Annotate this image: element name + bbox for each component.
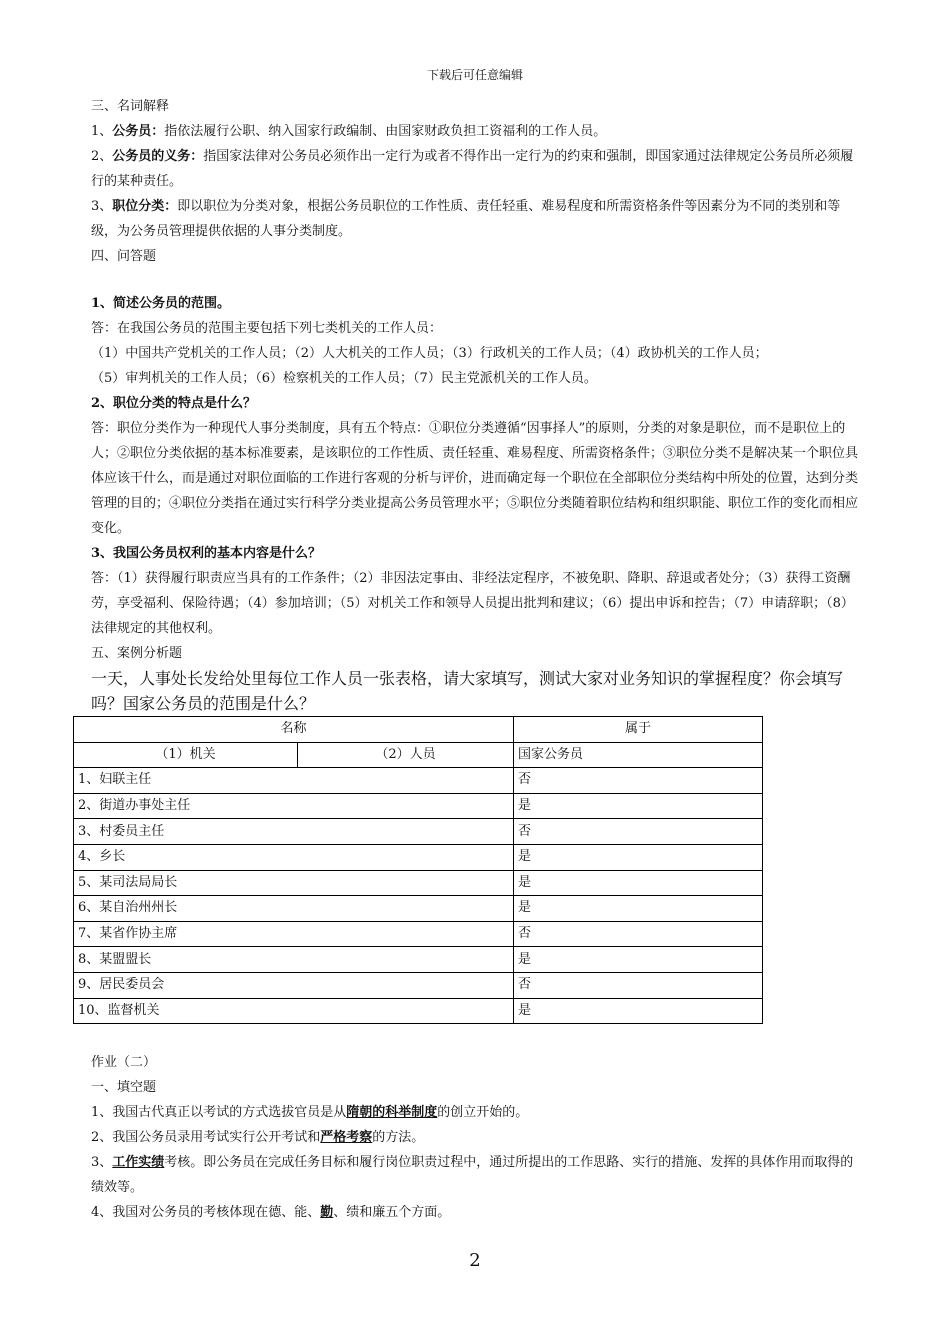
row-name: 4、乡长 [74,844,514,870]
question: 1、简述公务员的范围。 [91,296,231,311]
fill-item: 3、工作实绩考核。即公务员在完成任务目标和履行岗位职责过程中，通过所提出的工作思路、实行的措施、发挥的具体作用而取得的绩效等。 [91,1155,854,1195]
fill-answer: 勤 [320,1205,334,1220]
table-row [74,844,763,870]
row-value: 是 [514,793,763,819]
header-belong: 属于 [514,717,763,743]
row-name: 10、监督机关 [74,998,514,1024]
table-header-row [74,717,763,743]
section-title: 五、案例分析题 [91,646,183,661]
row-name: 5、某司法局局长 [74,870,514,896]
fill-answer: 严格考察 [320,1130,373,1145]
row-name: 6、某自治州州长 [74,896,514,922]
answer-line: （1）中国共产党机关的工作人员；（2）人大机关的工作人员；（3）行政机关的工作人员；（4）政协机关的工作人员； [91,346,768,361]
answer: 答：（1）获得履行职责应当具有的工作条件；（2）非因法定事由、非经法定程序，不被免职、降职、辞退或者处分；（3）获得工资酬劳，享受福利、保险待遇；（4）参加培训；（5）对机关工作和领导人员提出批判和建议；（6）提出申诉和控告；（7）申请辞职；（8）法律规定的其他权利。 [91,571,854,636]
definition-item: 2、公务员的义务：指国家法律对公务员必须作出一定行为或者不得作出一定行为的约束和强制，即国家通过法律规定公务员所必须履行的某种责任。 [91,149,854,189]
table-row [74,896,763,922]
row-value: 否 [514,921,763,947]
table-row [74,921,763,947]
fill-answer: 隋朝的科举制度 [346,1105,438,1120]
homework-section [91,1050,861,1225]
header-name: 名称 [74,717,514,743]
row-name: 3、村委员主任 [74,819,514,845]
page-header: 下载后可任意编辑 [426,68,523,82]
table-row [74,793,763,819]
table-row [74,768,763,794]
page-number: 2 [469,1250,481,1271]
question: 3、我国公务员权利的基本内容是什么？ [91,546,322,561]
case-text: 一天，人事处长发给处里每位工作人员一张表格，请大家填写，测试大家对业务知识的掌握程度？你会填写吗？国家公务员的范围是什么？ [91,669,844,713]
row-value: 是 [514,998,763,1024]
table-subheader-row [74,742,763,768]
main-content [91,94,861,716]
table-row [74,870,763,896]
table-row [74,998,763,1024]
fill-answer: 工作实绩 [112,1155,165,1170]
row-value: 是 [514,947,763,973]
table-row [74,947,763,973]
section-title: 三、名词解释 [91,99,170,114]
row-name: 2、街道办事处主任 [74,793,514,819]
row-value: 是 [514,896,763,922]
subheader-person: （2）人员 [298,742,514,768]
fill-item: 2、我国公务员录用考试实行公开考试和严格考察的方法。 [91,1130,425,1145]
row-value: 否 [514,972,763,998]
row-name: 1、妇联主任 [74,768,514,794]
fill-item: 4、我国对公务员的考核体现在德、能、勤、绩和廉五个方面。 [91,1205,451,1220]
row-value: 是 [514,870,763,896]
homework-title: 作业（二） [91,1055,157,1070]
answer: 答：职位分类作为一种现代人事分类制度，具有五个特点：①职位分类遵循“因事择人”的原则，分类的对象是职位，而不是职位上的人；②职位分类依据的基本标准要素，是该职位的工作性质、责任轻重、难易程度、所需资格条件；③职位分类不是解决某一个职位具体应该干什么，而是通过对职位面临的工作进行客观的分析与评价，进而确定每一个职位在全部职位分类结构中所处的位置，达到分类管理的目的；④职位分类指在通过实行科学分类业提高公务员管理水平；⑤职位分类随着职位结构和组织职能、职位工作的变化而相应变化。 [91,421,859,536]
subheader-type: 国家公务员 [514,742,763,768]
table-row [74,819,763,845]
answer: 答：在我国公务员的范围主要包括下列七类机关的工作人员： [91,321,443,336]
table-row [74,972,763,998]
definition-item: 3、职位分类：即以职位为分类对象，根据公务员职位的工作性质、责任轻重、难易程度和所需资格条件等因素分为不同的类别和等级，为公务员管理提供依据的人事分类制度。 [91,199,841,239]
case-table [73,716,763,1024]
answer-line: （5）审判机关的工作人员；（6）检察机关的工作人员；（7）民主党派机关的工作人员。 [91,371,597,386]
row-value: 否 [514,819,763,845]
section-title: 四、问答题 [91,249,157,264]
row-value: 否 [514,768,763,794]
row-value: 是 [514,844,763,870]
row-name: 8、某盟盟长 [74,947,514,973]
question: 2、职位分类的特点是什么？ [91,396,257,411]
subheader-org: （1）机关 [74,742,298,768]
fill-item: 1、我国古代真正以考试的方式选拔官员是从隋朝的科举制度的创立开始的。 [91,1105,529,1120]
definition-item: 1、公务员：指依法履行公职、纳入国家行政编制、由国家财政负担工资福利的工作人员。 [91,124,607,139]
subsection-title: 一、填空题 [91,1080,157,1095]
row-name: 7、某省作协主席 [74,921,514,947]
row-name: 9、居民委员会 [74,972,514,998]
